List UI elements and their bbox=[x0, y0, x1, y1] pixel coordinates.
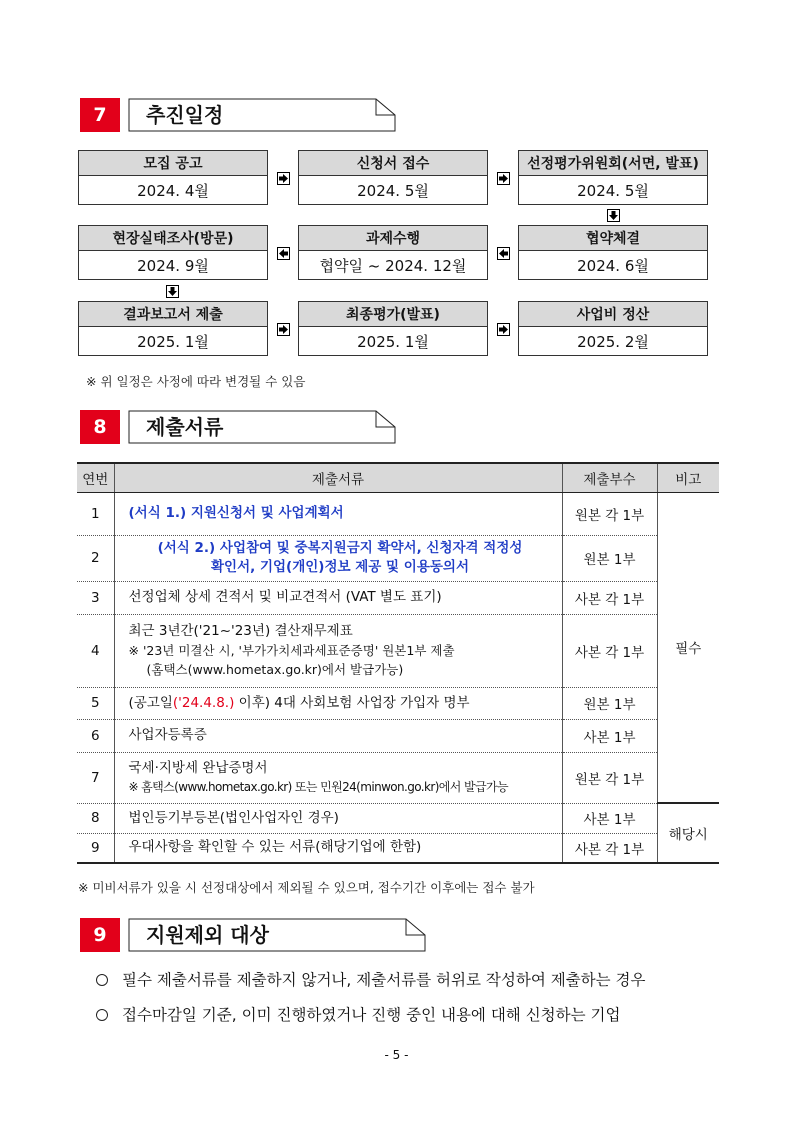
row-doc-part: 이후) 4대 사회보험 사업장 가입자 명부 bbox=[234, 694, 470, 711]
arrow-down-icon bbox=[607, 209, 620, 222]
arrow-left-icon bbox=[497, 247, 510, 260]
circle-bullet-icon bbox=[96, 974, 108, 986]
remark-applicable: 해당시 bbox=[657, 803, 719, 863]
row-no: 4 bbox=[77, 614, 114, 687]
row-doc: 사업자등록증 bbox=[114, 719, 562, 752]
row-count: 원본 1부 bbox=[562, 687, 657, 719]
exclusion-text: 필수 제출서류를 제출하지 않거나, 제출서류를 허위로 작성하여 제출하는 경우 bbox=[122, 971, 646, 989]
section-number: 9 bbox=[80, 918, 120, 952]
step-date: 협약일 ~ 2024. 12월 bbox=[319, 257, 467, 275]
row-doc bbox=[114, 535, 562, 581]
row-no: 3 bbox=[77, 581, 114, 614]
section-title: 제출서류 bbox=[146, 415, 224, 439]
announce-date: ('24.4.8.) bbox=[172, 694, 235, 711]
step-label: 모집 공고 bbox=[79, 151, 267, 176]
schedule-step-4 bbox=[78, 225, 268, 280]
arrow-down-icon bbox=[166, 285, 179, 298]
section-title-box bbox=[128, 98, 396, 132]
page-number: - 5 - bbox=[384, 1048, 409, 1062]
row-no: 2 bbox=[77, 535, 114, 581]
step-date: 2024. 6월 bbox=[577, 257, 649, 275]
step-date: 2024. 4월 bbox=[137, 182, 209, 200]
table-row bbox=[77, 719, 719, 752]
step-label: 선정평가위원회(서면, 발표) bbox=[519, 151, 707, 176]
row-doc-line: ※ '23년 미결산 시, '부가가치세과세표준증명' 원본1부 제출 bbox=[128, 643, 455, 658]
row-doc-line: (홈택스(www.hometax.go.kr)에서 발급가능) bbox=[146, 662, 404, 677]
table-row bbox=[77, 492, 719, 535]
schedule-step-2 bbox=[298, 150, 488, 205]
step-date: 2025. 1월 bbox=[357, 333, 429, 351]
arrow-right-icon bbox=[277, 323, 290, 336]
exclusion-item bbox=[96, 1003, 620, 1025]
row-doc: 선정업체 상세 견적서 및 비교견적서 (VAT 별도 표기) bbox=[114, 581, 562, 614]
step-label: 사업비 정산 bbox=[519, 302, 707, 327]
row-doc-line: 최근 3년간('21~'23년) 결산재무제표 bbox=[128, 623, 353, 639]
step-label: 과제수행 bbox=[299, 226, 487, 251]
row-count: 사본 각 1부 bbox=[562, 581, 657, 614]
schedule-step-8 bbox=[298, 301, 488, 356]
documents-table bbox=[77, 462, 719, 864]
row-doc-line: 국세·지방세 완납증명서 bbox=[128, 759, 268, 776]
step-label: 결과보고서 제출 bbox=[79, 302, 267, 327]
row-doc-line: 확인서, 기업(개인)정보 제공 및 이용동의서 bbox=[211, 559, 469, 575]
row-count: 사본 1부 bbox=[562, 803, 657, 833]
section-title-box bbox=[128, 410, 396, 444]
step-date: 2024. 5월 bbox=[577, 182, 649, 200]
step-label: 최종평가(발표) bbox=[299, 302, 487, 327]
row-doc: (서식 1.) 지원신청서 및 사업계획서 bbox=[114, 492, 562, 535]
row-count: 사본 각 1부 bbox=[562, 614, 657, 687]
row-doc bbox=[114, 752, 562, 803]
remark-required: 필수 bbox=[657, 492, 719, 803]
section-title-box bbox=[128, 918, 426, 952]
header-no: 연번 bbox=[77, 463, 114, 492]
schedule-note: ※ 위 일정은 사정에 따라 변경될 수 있음 bbox=[86, 374, 306, 389]
arrow-left-icon bbox=[277, 247, 290, 260]
table-row bbox=[77, 803, 719, 833]
row-doc-part: (공고일 bbox=[128, 694, 173, 711]
row-no: 6 bbox=[77, 719, 114, 752]
table-header-row bbox=[77, 463, 719, 492]
row-no: 5 bbox=[77, 687, 114, 719]
exclusion-item bbox=[96, 968, 645, 990]
arrow-right-icon bbox=[277, 172, 290, 185]
arrow-right-icon bbox=[497, 323, 510, 336]
step-date: 2024. 9월 bbox=[137, 257, 209, 275]
step-date: 2025. 2월 bbox=[577, 333, 649, 351]
schedule-step-1 bbox=[78, 150, 268, 205]
arrow-right-icon bbox=[497, 172, 510, 185]
row-doc bbox=[114, 614, 562, 687]
row-no: 1 bbox=[77, 492, 114, 535]
table-row bbox=[77, 581, 719, 614]
circle-bullet-icon bbox=[96, 1009, 108, 1021]
exclusion-text: 접수마감일 기준, 이미 진행하였거나 진행 중인 내용에 대해 신청하는 기업 bbox=[122, 1006, 621, 1024]
row-doc bbox=[114, 687, 562, 719]
step-date: 2024. 5월 bbox=[357, 182, 429, 200]
table-row bbox=[77, 687, 719, 719]
row-count: 원본 각 1부 bbox=[562, 752, 657, 803]
step-date: 2025. 1월 bbox=[137, 333, 209, 351]
table-row bbox=[77, 752, 719, 803]
header-count: 제출부수 bbox=[562, 463, 657, 492]
section-number: 8 bbox=[80, 410, 120, 444]
row-count: 사본 각 1부 bbox=[562, 833, 657, 863]
section-title: 지원제외 대상 bbox=[146, 923, 269, 947]
header-remark: 비고 bbox=[657, 463, 719, 492]
section-title: 추진일정 bbox=[146, 103, 224, 127]
row-doc-line: (서식 2.) 사업참여 및 중복지원금지 확약서, 신청자격 적정성 bbox=[157, 540, 523, 556]
section-number: 7 bbox=[80, 98, 120, 132]
row-count: 사본 1부 bbox=[562, 719, 657, 752]
step-label: 신청서 접수 bbox=[299, 151, 487, 176]
row-doc: 우대사항을 확인할 수 있는 서류(해당기업에 한함) bbox=[114, 833, 562, 863]
schedule-step-7 bbox=[78, 301, 268, 356]
row-no: 9 bbox=[77, 833, 114, 863]
row-no: 8 bbox=[77, 803, 114, 833]
row-count: 원본 1부 bbox=[562, 535, 657, 581]
table-row bbox=[77, 833, 719, 863]
schedule-step-3 bbox=[518, 150, 708, 205]
schedule-step-9 bbox=[518, 301, 708, 356]
table-row bbox=[77, 614, 719, 687]
docs-note: ※ 미비서류가 있을 시 선정대상에서 제외될 수 있으며, 접수기간 이후에는 접수 불가 bbox=[78, 880, 535, 895]
header-doc: 제출서류 bbox=[114, 463, 562, 492]
step-label: 협약체결 bbox=[519, 226, 707, 251]
row-no: 7 bbox=[77, 752, 114, 803]
table-row bbox=[77, 535, 719, 581]
row-doc-line: ※ 홈택스(www.hometax.go.kr) 또는 민원24(minwon.go.kr)에서 발급가능 bbox=[128, 779, 508, 794]
row-count: 원본 각 1부 bbox=[562, 492, 657, 535]
row-doc: 법인등기부등본(법인사업자인 경우) bbox=[114, 803, 562, 833]
schedule-step-5 bbox=[298, 225, 488, 280]
schedule-step-6 bbox=[518, 225, 708, 280]
step-label: 현장실태조사(방문) bbox=[79, 226, 267, 251]
